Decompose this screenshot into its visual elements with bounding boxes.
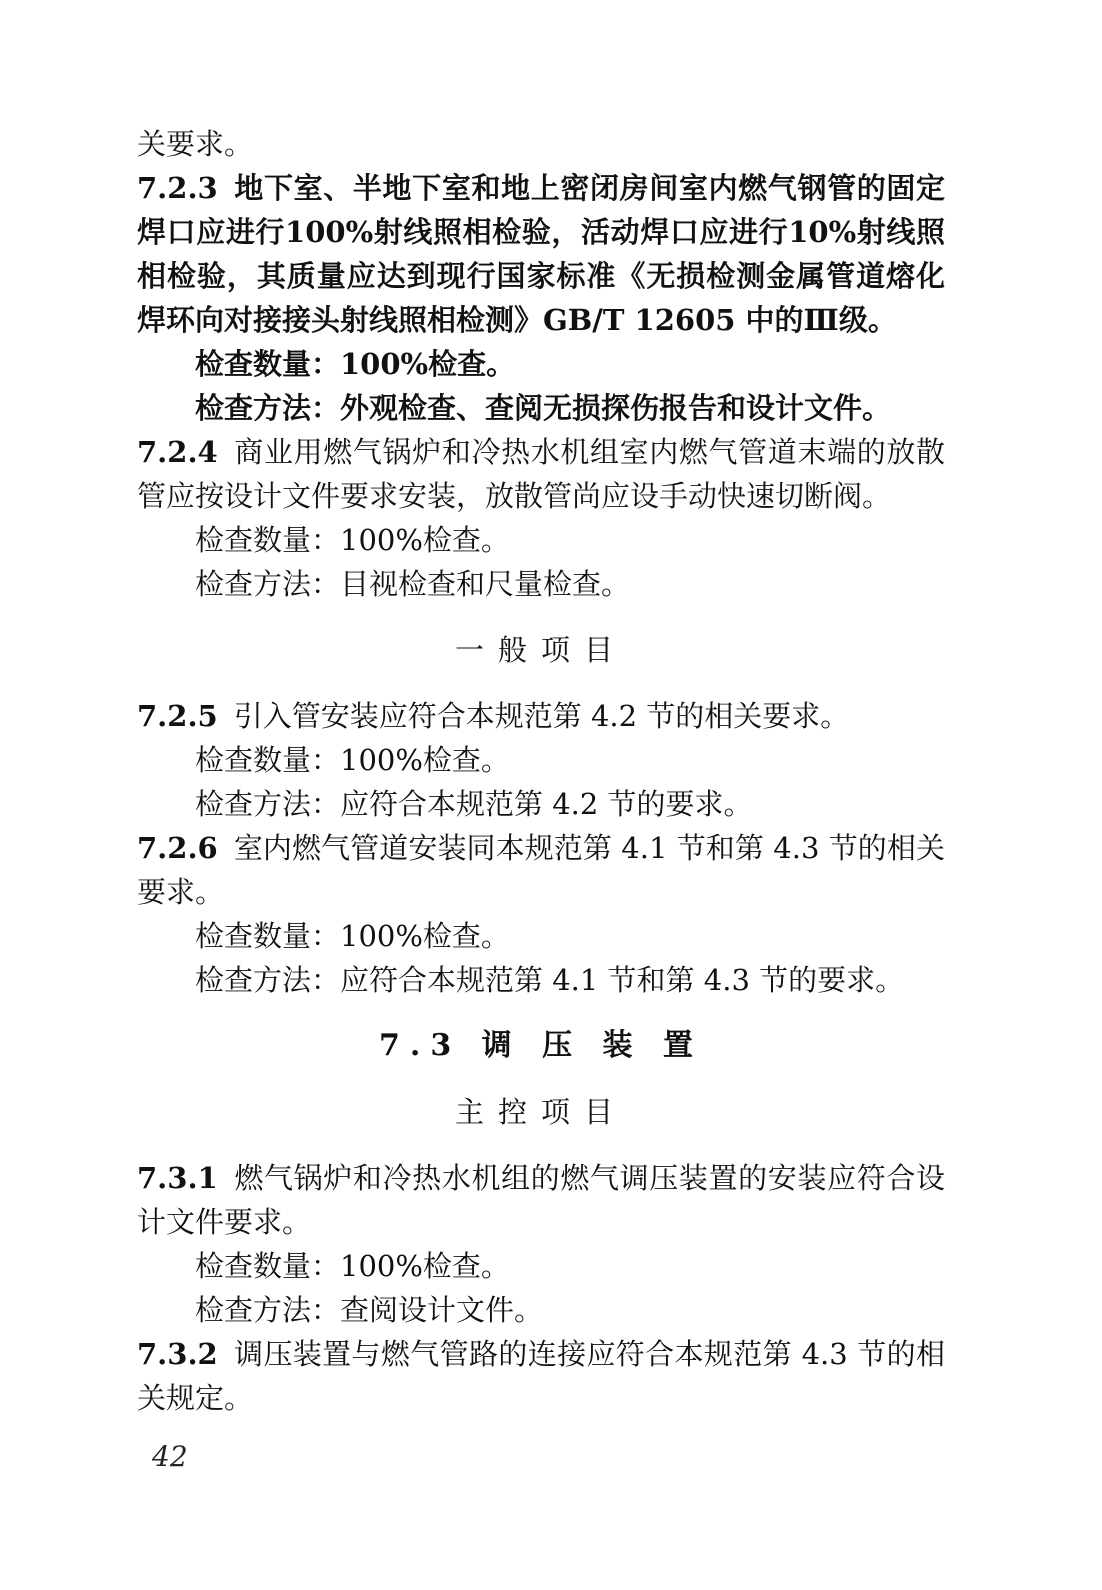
clause-text: 燃气锅炉和冷热水机组的燃气调压装置的安装应符合设计文件要求。 [137, 1161, 945, 1239]
inspection-method: 检查方法：目视检查和尺量检查。 [195, 567, 631, 601]
clause-7-2-5 [137, 694, 945, 738]
inspection-quantity: 检查数量：100%检查。 [195, 523, 510, 557]
clause-7-2-4 [137, 430, 945, 518]
inspection-quantity: 检查数量：100%检查。 [195, 347, 516, 381]
clause-number: 7.2.5 [137, 699, 218, 733]
inspection-method: 检查方法：应符合本规范第 4.2 节的要求。 [195, 787, 753, 821]
clause-text: 室内燃气管道安装同本规范第 4.1 节和第 4.3 节的相关要求。 [137, 831, 945, 909]
inspection-method: 检查方法：外观检查、查阅无损探伤报告和设计文件。 [195, 391, 892, 425]
inspection-quantity: 检查数量：100%检查。 [195, 743, 510, 777]
clause-text: 商业用燃气锅炉和冷热水机组室内燃气管道末端的放散管应按设计文件要求安装，放散管尚应设手动快速切断阀。 [137, 435, 945, 513]
document-body [137, 122, 945, 1420]
clause-number: 7.2.3 [137, 171, 218, 205]
clause-number: 7.3.1 [137, 1161, 218, 1195]
clause-number: 7.2.4 [137, 435, 218, 469]
paragraph-continuation: 关要求。 [137, 127, 254, 161]
clause-number: 7.2.6 [137, 831, 218, 865]
clause-text: 调压装置与燃气管路的连接应符合本规范第 4.3 节的相关规定。 [137, 1337, 945, 1415]
main-items-heading: 主控项目 [454, 1095, 627, 1129]
inspection-method: 检查方法：应符合本规范第 4.1 节和第 4.3 节的要求。 [195, 963, 905, 997]
clause-text: 引入管安装应符合本规范第 4.2 节的相关要求。 [233, 699, 850, 733]
section-7-3-heading: 7.3 调 压 装 置 [379, 1028, 703, 1063]
clause-number: 7.3.2 [137, 1337, 218, 1371]
inspection-method: 检查方法：查阅设计文件。 [195, 1293, 544, 1327]
inspection-quantity: 检查数量：100%检查。 [195, 1249, 510, 1283]
clause-7-3-2 [137, 1332, 945, 1420]
clause-7-3-1 [137, 1156, 945, 1244]
clause-7-2-3 [137, 166, 945, 342]
inspection-quantity: 检查数量：100%检查。 [195, 919, 510, 953]
clause-7-2-6 [137, 826, 945, 914]
clause-text: 地下室、半地下室和地上密闭房间室内燃气钢管的固定焊口应进行100%射线照相检验，活动焊口应进行10%射线照相检验，其质量应达到现行国家标准《无损检测金属管道熔化焊环向对接接头射线照相检测》GB/T 12605 中的Ⅲ级。 [137, 171, 945, 337]
page-number: 42 [152, 1440, 188, 1473]
general-items-heading: 一般项目 [454, 633, 627, 667]
